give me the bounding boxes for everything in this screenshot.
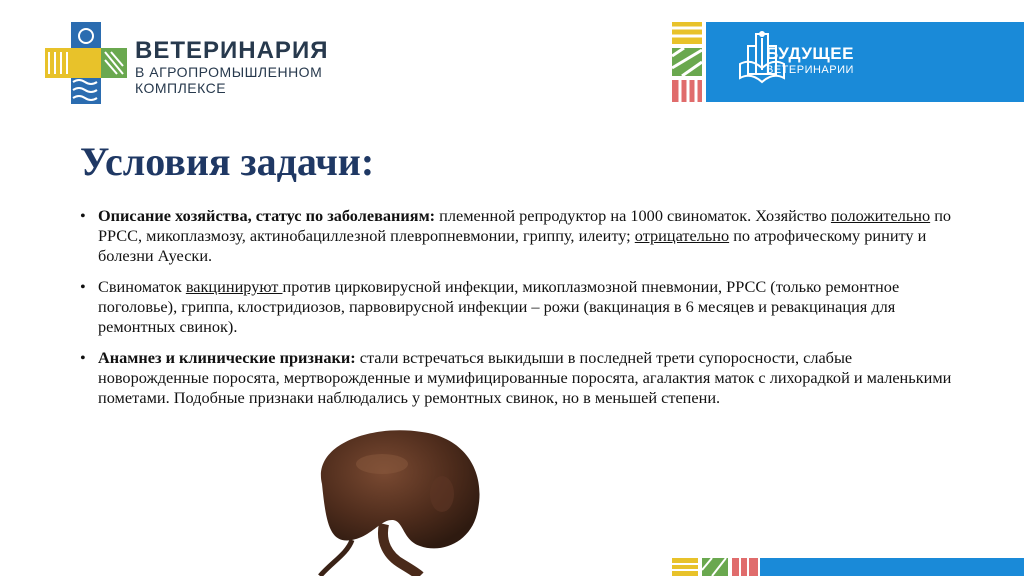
specimen-photo — [292, 424, 492, 576]
logo-future-veterinary — [672, 22, 1024, 102]
bullet-heading: Описание хозяйства, статус по заболеваниям: — [98, 206, 436, 225]
logo-left-line3: КОМПЛЕКСЕ — [135, 80, 227, 96]
stripes-logo-icon — [672, 22, 702, 102]
list-item-vaccination — [78, 277, 958, 337]
underlined-text: положительно — [830, 206, 931, 225]
bullet-marker: • — [80, 206, 86, 225]
bullet-text: стали встречаться выкидыши в последней трети супоросности, слабые новорожденные поросята, мертворожденные и мумифицированные поросята, агалактия маток с лихорадкой и маленькими пометами. Подобные признаки наблюдались у ремонтных свинок, но в меньшей степени. — [98, 348, 952, 407]
bullet-heading: Анамнез и клинические признаки: — [98, 348, 356, 367]
logo-right-line1: БУДУЩЕЕ — [766, 44, 854, 63]
bullet-text: племенной репродуктор на 1000 свиноматок. Хозяйство — [435, 206, 831, 225]
bullet-text: против цирковирусной инфекции, микоплазмозной пневмонии, РРСС (только ремонтное поголовье), гриппа, клостридиозов, парвовирусной инфекции – рожи (вакцинация в 6 месяцев и ревакцинация для ремонтных свинок). — [98, 277, 900, 336]
bullet-text: по атрофическому риниту и болезни Ауески. — [98, 226, 927, 265]
logo-right-line2: ВЕТЕРИНАРИИ — [766, 64, 854, 76]
logo-left-line1: ВЕТЕРИНАРИЯ — [135, 37, 329, 64]
logo-left-line2: В АГРОПРОМЫШЛЕННОМ — [135, 64, 323, 80]
logo-veterinary-agro — [45, 22, 345, 106]
cross-logo-icon — [45, 22, 127, 104]
conditions-list — [78, 206, 958, 419]
bullet-text: по РРСС, микоплазмозу, актинобациллезной плевропневмонии, гриппу, илеиту; — [98, 206, 952, 245]
page-title: Условия задачи: — [80, 139, 375, 184]
underlined-text: вакцинируют — [185, 277, 283, 296]
bullet-text: Свиноматок — [98, 277, 186, 296]
list-item-anamnesis — [78, 348, 958, 408]
list-item-farm-status — [78, 206, 958, 266]
bullet-marker: • — [80, 348, 86, 367]
underlined-text: отрицательно — [634, 226, 730, 245]
footer-stripes-decoration — [672, 558, 1024, 576]
bullet-marker: • — [80, 277, 86, 296]
brand-band — [706, 22, 1024, 102]
